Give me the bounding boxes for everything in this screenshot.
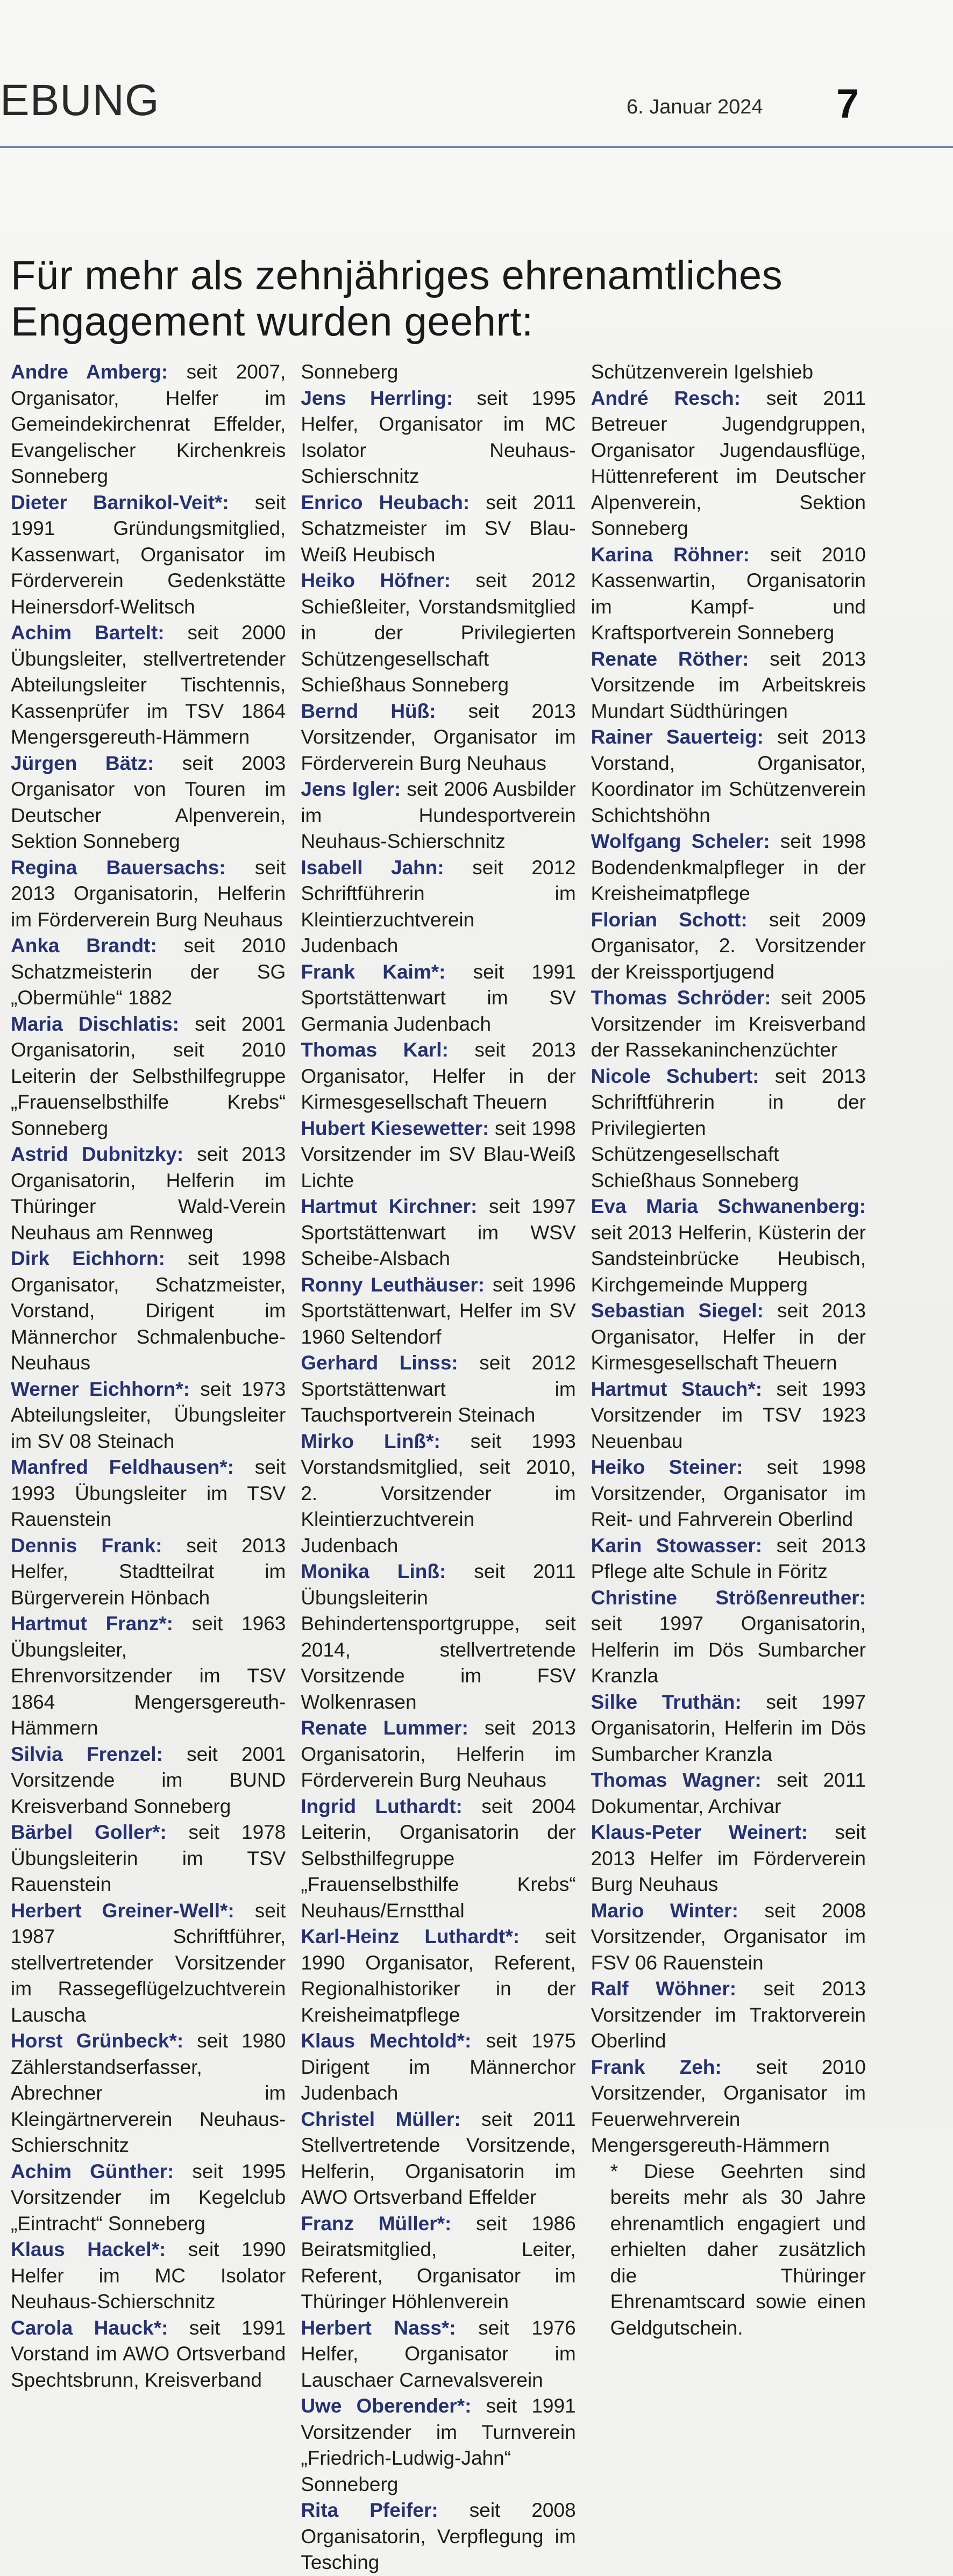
honoree-entry — [11, 1742, 286, 1820]
honoree-entry — [11, 1819, 286, 1898]
honoree-details: Sonneberg — [301, 361, 399, 383]
honoree-details: seit 2012 Sportstättenwart im Tauchsportverein Steinach — [301, 1352, 576, 1426]
honoree-details: seit 1991 Vorstand im AWO Ortsverband Spechtsbrunn, Kreisverband — [11, 2316, 286, 2391]
honoree-entry — [301, 1116, 575, 1194]
honoree-details: seit 1997 Sportstättenwart im WSV Scheibe-Alsbach — [301, 1195, 576, 1269]
honoree-name: Jens Igler: — [301, 778, 401, 800]
honoree-entry — [11, 359, 286, 490]
honoree-name: Isabell Jahn: — [301, 856, 444, 879]
column-2 — [301, 359, 575, 2576]
honoree-details: seit 1991 Gründungsmitglied, Kassenwart, Organisator im Förderverein Gedenkstätte Heinersdorf-Welitsch — [11, 491, 286, 618]
honoree-name: Anka Brandt: — [11, 934, 157, 957]
headline-line-2: Engagement wurden geehrt: — [11, 299, 534, 345]
issue-date: 6. Januar 2024 — [627, 96, 763, 118]
honoree-name: Horst Grünbeck*: — [11, 2030, 184, 2052]
honoree-name: Hartmut Franz*: — [11, 1612, 173, 1635]
honoree-details: seit 1995 Helfer, Organisator im MC Isolator Neuhaus-Schierschnitz — [301, 387, 576, 487]
honoree-details: seit 2001 Organisatorin, seit 2010 Leiterin der Selbsthilfegruppe „Frauenselbsthilfe Krebs“ Sonneberg — [11, 1012, 286, 1139]
honoree-details: seit 2010 Vorsitzender, Organisator im Feuerwehrverein Mengersgereuth-Hämmern — [591, 2056, 866, 2156]
honoree-name: Werner Eichhorn*: — [11, 1378, 190, 1400]
honoree-name: Frank Zeh: — [591, 2056, 722, 2078]
article-columns — [11, 359, 866, 2576]
honoree-name: Herbert Nass*: — [301, 2316, 456, 2339]
honoree-name: Sebastian Siegel: — [591, 1300, 764, 1322]
honoree-entry — [11, 2315, 286, 2394]
honoree-entry — [11, 1246, 286, 1376]
honoree-name: Dirk Eichhorn: — [11, 1247, 165, 1269]
honoree-name: Rainer Sauerteig: — [591, 726, 764, 748]
honoree-name: Hartmut Stauch*: — [591, 1378, 763, 1400]
honoree-entry — [11, 2237, 286, 2315]
honoree-name: Klaus Mechtold*: — [301, 2030, 472, 2052]
honoree-name: Jürgen Bätz: — [11, 752, 154, 774]
honoree-entry — [301, 698, 575, 777]
honoree-name: Renate Röther: — [591, 647, 749, 670]
honoree-entry — [301, 959, 575, 1038]
honoree-entry — [591, 1298, 866, 1376]
headline-line-1: Für mehr als zehnjähriges ehrenamtliches — [11, 253, 783, 298]
honoree-entry — [591, 1454, 866, 1533]
honoree-name: Herbert Greiner-Well*: — [11, 1899, 234, 1922]
honoree-entry — [11, 1011, 286, 1142]
honoree-details: seit 1973 Abteilungsleiter, Übungsleiter im SV 08 Steinach — [11, 1378, 286, 1452]
honoree-details: seit 1998 Bodendenkmalpfleger in der Kreisheimatpflege — [591, 830, 866, 904]
honoree-name: Mirko Linß*: — [301, 1430, 440, 1452]
honoree-details: seit 2013 Vorsitzende im Arbeitskreis Mundart Südthüringen — [591, 647, 866, 722]
honoree-details: seit 2011 Betreuer Jugendgruppen, Organisator Jugendausflüge, Hüttenreferent im Deutscher Alpenverein, Sektion Sonneberg — [591, 387, 866, 539]
honoree-details: seit 2005 Vorsitzender im Kreisverband der Rassekaninchenzüchter — [591, 987, 866, 1061]
honoree-details: seit 2013 Organisator, Helfer in der Kirmesgesellschaft Theuern — [301, 1039, 576, 1113]
honoree-entry — [301, 1559, 575, 1715]
honoree-name: André Resch: — [591, 387, 741, 409]
honoree-entry — [301, 2315, 575, 2394]
honoree-name: Jens Herrling: — [301, 387, 453, 409]
honoree-details: seit 1996 Sportstättenwart, Helfer im SV 1960 Seltendorf — [301, 1273, 576, 1348]
honoree-details: seit 2011 Stellvertretende Vorsitzende, Helferin, Organisatorin im AWO Ortsverband Effelder — [301, 2108, 576, 2208]
honoree-name: Eva Maria Schwanenberg: — [591, 1195, 866, 1217]
honoree-details: seit 1993 Vorstandsmitglied, seit 2010, 2. Vorsitzender im Kleintierzuchtverein Judenbach — [301, 1430, 576, 1557]
honoree-entry — [301, 1037, 575, 1116]
honoree-details: seit 1991 Sportstättenwart im SV Germania Judenbach — [301, 960, 576, 1035]
column-3-entries — [591, 359, 866, 2159]
honoree-entry — [11, 751, 286, 855]
honoree-entry — [11, 1533, 286, 1611]
honoree-entry — [591, 1194, 866, 1298]
honoree-entry — [301, 1350, 575, 1429]
honoree-entry — [11, 490, 286, 620]
honoree-entry — [11, 1898, 286, 2029]
honoree-details: seit 1990 Helfer im MC Isolator Neuhaus-Schierschnitz — [11, 2238, 286, 2313]
honoree-details: seit 2011 Schatzmeister im SV Blau-Weiß Heubisch — [301, 491, 576, 566]
honoree-name: Renate Lummer: — [301, 1717, 468, 1739]
honoree-details: seit 2008 Vorsitzender, Organisator im FSV 06 Rauenstein — [591, 1899, 866, 1974]
honoree-entry — [11, 620, 286, 751]
honoree-entry — [301, 2028, 575, 2107]
honoree-name: Rita Pfeifer: — [301, 2499, 438, 2521]
honoree-entry — [301, 1272, 575, 1351]
honoree-entry — [301, 855, 575, 959]
honoree-name: Dennis Frank: — [11, 1534, 162, 1557]
honoree-details: seit 1986 Beiratsmitglied, Leiter, Referent, Organisator im Thüringer Höhlenverein — [301, 2212, 576, 2313]
honoree-details: seit 1980 Zählerstandserfasser, Abrechner im Kleingärtnerverein Neuhaus-Schierschnitz — [11, 2030, 286, 2156]
honoree-details: seit 2013 Organisatorin, Helferin im Förderverein Burg Neuhaus — [301, 1717, 576, 1791]
honoree-entry — [11, 933, 286, 1011]
honoree-details: seit 2008 Organisatorin, Verpflegung im Tesching — [301, 2499, 576, 2573]
honoree-entry — [11, 1376, 286, 1455]
honoree-details: seit 1998 Vorsitzender, Organisator im Reit- und Fahrverein Oberlind — [591, 1456, 866, 1530]
footnote: * Diese Geehrten sind bereits mehr als 30 Jahre ehrenamtlich engagiert und erhielten daher zusätzlich die Thüringer Ehrenamtscard sowie einen Geldgutschein. — [610, 2160, 866, 2339]
honoree-details: seit 2013 Vorsitzender, Organisator im Förderverein Burg Neuhaus — [301, 700, 576, 774]
honoree-name: Bernd Hüß: — [301, 700, 436, 722]
honoree-entry — [591, 907, 866, 986]
honoree-details: seit 2013 Schriftführerin in der Privilegierten Schützengesellschaft Schießhaus Sonneberg — [591, 1065, 866, 1191]
honoree-entry — [591, 542, 866, 646]
honoree-entry — [11, 1454, 286, 1533]
honoree-entry — [301, 1715, 575, 1794]
honoree-details: seit 1998 Vorsitzender im SV Blau-Weiß Lichte — [301, 1117, 576, 1191]
honoree-details: seit 2000 Übungsleiter, stellvertretender Abteilungsleiter Tischtennis, Kassenprüfer im TSV 1864 Mengersgereuth-Hämmern — [11, 622, 286, 748]
honoree-name: Klaus-Peter Weinert: — [591, 1821, 808, 1843]
column-3 — [591, 359, 866, 2576]
article-headline — [11, 253, 866, 345]
honoree-details: seit 2013 Helfer, Stadtteilrat im Bürgerverein Hönbach — [11, 1534, 286, 1609]
honoree-name: Wolfgang Scheler: — [591, 830, 770, 852]
honoree-details: seit 1978 Übungsleiterin im TSV Rauenstein — [11, 1821, 286, 1895]
honoree-entry — [591, 724, 866, 829]
honoree-entry — [11, 1611, 286, 1742]
honoree-details: seit 2010 Schatzmeisterin der SG „Obermühle“ 1882 — [11, 934, 286, 1009]
honoree-entry — [591, 1533, 866, 1585]
honoree-details: seit 2010 Kassenwartin, Organisatorin im Kampf- und Kraftsportverein Sonneberg — [591, 543, 866, 644]
honoree-entry — [301, 1794, 575, 1924]
honoree-name: Florian Schott: — [591, 908, 748, 931]
honoree-entry — [591, 1819, 866, 1898]
honoree-name: Mario Winter: — [591, 1899, 738, 1922]
honoree-entry — [301, 359, 575, 386]
honoree-details: seit 2012 Schießleiter, Vorstandsmitglied in der Privilegierten Schützengesellschaft Schießhaus Sonneberg — [301, 569, 576, 696]
honoree-details: seit 2012 Schriftführerin im Kleintierzuchtverein Judenbach — [301, 856, 576, 957]
honoree-details: seit 1991 Vorsitzender im Turnverein „Friedrich-Ludwig-Jahn“ Sonneberg — [301, 2395, 576, 2495]
honoree-entry — [591, 2054, 866, 2159]
honoree-details: seit 2003 Organisator von Touren im Deutscher Alpenverein, Sektion Sonneberg — [11, 752, 286, 852]
honoree-name: Astrid Dubnitzky: — [11, 1143, 184, 1165]
honoree-entry — [301, 386, 575, 490]
honoree-name: Carola Hauck*: — [11, 2316, 168, 2339]
honoree-entry — [591, 1064, 866, 1194]
honoree-details: seit 1990 Organisator, Referent, Regionalhistoriker in der Kreisheimatpflege — [301, 1925, 576, 2026]
honoree-entry — [301, 1429, 575, 1559]
honoree-name: Dieter Barnikol-Veit*: — [11, 491, 229, 513]
honoree-details: seit 1987 Schriftführer, stellvertretender Vorsitzender im Rassegeflügelzuchtverein Lauscha — [11, 1899, 286, 2026]
page-header — [0, 65, 953, 145]
honoree-name: Nicole Schubert: — [591, 1065, 759, 1087]
honoree-name: Andre Amberg: — [11, 361, 168, 383]
honoree-entry — [11, 2159, 286, 2237]
honoree-name: Heiko Steiner: — [591, 1456, 743, 1478]
honoree-name: Manfred Feldhausen*: — [11, 1456, 234, 1478]
honoree-entry — [591, 1689, 866, 1768]
honoree-details: seit 1995 Vorsitzender im Kegelclub „Eintracht“ Sonneberg — [11, 2160, 286, 2235]
honoree-entry — [301, 568, 575, 698]
honoree-details: seit 2013 Organisator, Helfer in der Kirmesgesellschaft Theuern — [591, 1300, 866, 1374]
honoree-details: seit 2011 Übungsleiterin Behindertensportgruppe, seit 2014, stellvertretende Vorsitzende im FSV Wolkenrasen — [301, 1560, 576, 1713]
honoree-details: seit 2011 Dokumentar, Archivar — [591, 1769, 866, 1817]
honoree-entry — [591, 985, 866, 1064]
honoree-name: Ralf Wöhner: — [591, 1978, 737, 2000]
honoree-name: Klaus Hackel*: — [11, 2238, 166, 2260]
honoree-details: seit 2013 Organisatorin, Helferin im Thüringer Wald-Verein Neuhaus am Rennweg — [11, 1143, 286, 1244]
honoree-name: Maria Dischlatis: — [11, 1012, 179, 1035]
honoree-name: Bärbel Goller*: — [11, 1821, 167, 1843]
honoree-details: seit 2013 Vorsitzender im Traktorverein Oberlind — [591, 1978, 866, 2052]
honoree-details: seit 2013 Helfer im Förderverein Burg Neuhaus — [591, 1821, 866, 1895]
honoree-entry — [591, 386, 866, 542]
honoree-details: seit 1997 Organisatorin, Helferin im Dös Sumbarcher Kranzla — [591, 1690, 866, 1765]
honoree-entry — [301, 1924, 575, 2028]
honoree-entry — [591, 1976, 866, 2054]
honoree-entry — [301, 2211, 575, 2315]
honoree-entry — [301, 2393, 575, 2497]
honoree-details: seit 1993 Vorsitzender im TSV 1923 Neuenbau — [591, 1378, 866, 1452]
honoree-name: Karina Röhner: — [591, 543, 750, 566]
honoree-details: seit 1963 Übungsleiter, Ehrenvorsitzender im TSV 1864 Mengersgereuth-Hämmern — [11, 1612, 286, 1739]
honoree-name: Hartmut Kirchner: — [301, 1195, 478, 1217]
article — [11, 253, 866, 2573]
honoree-name: Christine Strößenreuther: — [591, 1586, 866, 1609]
honoree-name: Frank Kaim*: — [301, 960, 446, 983]
honoree-entry — [591, 1767, 866, 1819]
honoree-entry — [301, 2107, 575, 2211]
honoree-details: seit 2013 Organisatorin, Helferin im Förderverein Burg Neuhaus — [11, 856, 286, 931]
header-rule — [0, 146, 953, 148]
honoree-details: seit 1975 Dirigent im Männerchor Judenbach — [301, 2030, 576, 2104]
page-number: 7 — [836, 81, 859, 127]
honoree-name: Regina Bauersachs: — [11, 856, 226, 879]
honoree-name: Achim Bartelt: — [11, 622, 165, 644]
honoree-details: seit 2009 Organisator, 2. Vorsitzender der Kreissportjugend — [591, 908, 866, 983]
honoree-details: seit 2007, Organisator, Helfer im Gemeindekirchenrat Effelder, Evangelischer Kirchenkreis Sonneberg — [11, 361, 286, 487]
honoree-name: Karl-Heinz Luthardt*: — [301, 1925, 520, 1947]
honoree-name: Karin Stowasser: — [591, 1534, 763, 1557]
honoree-name: Achim Günther: — [11, 2160, 174, 2182]
honoree-name: Enrico Heubach: — [301, 491, 470, 513]
section-title: EBUNG — [0, 76, 160, 125]
honoree-details: seit 2004 Leiterin, Organisatorin der Selbsthilfegruppe „Frauenselbsthilfe Krebs“ Neuhaus/Ernstthal — [301, 1795, 576, 1922]
honoree-details: seit 2006 Ausbilder im Hundesportverein Neuhaus-Schierschnitz — [301, 778, 576, 852]
honoree-entry — [591, 1376, 866, 1455]
honoree-entry — [301, 1194, 575, 1272]
honoree-name: Ronny Leuthäuser: — [301, 1273, 485, 1296]
honoree-entry — [591, 1585, 866, 1689]
honoree-name: Christel Müller: — [301, 2108, 461, 2130]
honoree-entry — [11, 855, 286, 933]
honoree-name: Heiko Höfner: — [301, 569, 451, 591]
honoree-details: seit 2013 Helferin, Küsterin der Sandsteinbrücke Heubisch, Kirchgemeinde Mupperg — [591, 1221, 866, 1296]
honoree-details: seit 1997 Organisatorin, Helferin im Dös Sumbarcher Kranzla — [591, 1612, 866, 1687]
honoree-details: seit 2013 Vorstand, Organisator, Koordinator im Schützenverein Schichtshöhn — [591, 726, 866, 826]
honoree-name: Gerhard Linss: — [301, 1352, 458, 1374]
honoree-name: Hubert Kiesewetter: — [301, 1117, 489, 1139]
honoree-entry — [11, 2028, 286, 2159]
honoree-name: Thomas Karl: — [301, 1039, 449, 1061]
honoree-name: Franz Müller*: — [301, 2212, 452, 2235]
honoree-details: seit 2001 Vorsitzende im BUND Kreisverband Sonneberg — [11, 1743, 286, 1817]
honoree-name: Ingrid Luthardt: — [301, 1795, 463, 1817]
honoree-entry — [591, 1898, 866, 1976]
honoree-entry — [11, 1141, 286, 1246]
honoree-entry — [301, 490, 575, 568]
honoree-name: Silke Truthän: — [591, 1690, 742, 1713]
honoree-details: seit 1993 Übungsleiter im TSV Rauenstein — [11, 1456, 286, 1530]
honoree-name: Thomas Wagner: — [591, 1769, 762, 1791]
honoree-entry — [301, 776, 575, 855]
honoree-name: Silvia Frenzel: — [11, 1743, 163, 1765]
honoree-details: seit 1998 Organisator, Schatzmeister, Vorstand, Dirigent im Männerchor Schmalenbuche-Neuhaus — [11, 1247, 286, 1374]
honoree-entry — [591, 829, 866, 907]
honoree-entry — [591, 646, 866, 725]
column-1 — [11, 359, 286, 2576]
honoree-entry — [591, 359, 866, 386]
honoree-name: Thomas Schröder: — [591, 987, 771, 1009]
honoree-name: Uwe Oberender*: — [301, 2395, 472, 2417]
honoree-details: seit 1976 Helfer, Organisator im Lauschaer Carnevalsverein — [301, 2316, 576, 2391]
honoree-name: Monika Linß: — [301, 1560, 446, 1582]
honoree-entry — [301, 2497, 575, 2576]
honoree-details: seit 2013 Pflege alte Schule in Föritz — [591, 1534, 866, 1582]
honoree-details: Schützenverein Igelshieb — [591, 361, 814, 383]
